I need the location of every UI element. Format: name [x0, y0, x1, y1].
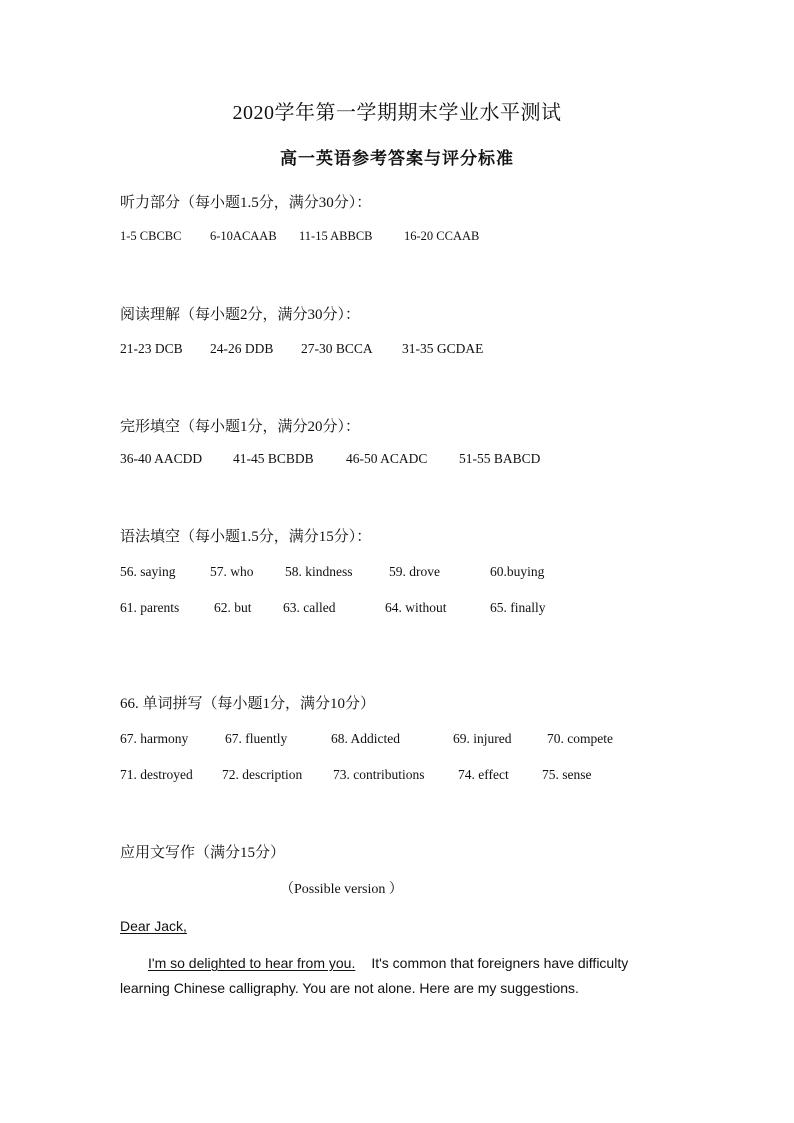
spelling-answer: 67. fluently — [225, 731, 288, 746]
letter-opening-sentence: I'm so delighted to hear from you. — [148, 955, 356, 971]
spelling-answer: 72. description — [222, 767, 303, 782]
listening-answer: 1-5 CBCBC — [120, 229, 182, 243]
grammar-answer: 58. kindness — [285, 564, 353, 579]
grammar-answer: 65. finally — [490, 600, 546, 615]
grammar-answer: 57. who — [210, 564, 254, 579]
cloze-heading: 完形填空（每小题1分，满分20分）： — [120, 419, 361, 435]
spelling-answer: 71. destroyed — [120, 767, 193, 782]
grammar-answer: 61. parents — [120, 600, 180, 615]
listening-answer: 11-15 ABBCB — [299, 229, 373, 243]
grammar-answer: 64. without — [385, 600, 447, 615]
cloze-answer: 41-45 BCBDB — [233, 451, 314, 466]
grammar-answer: 60.buying — [490, 564, 545, 579]
spelling-answer: 70. compete — [547, 731, 613, 746]
listening-answer: 16-20 CCAAB — [404, 229, 480, 243]
grammar-answer: 59. drove — [389, 564, 440, 579]
cloze-answer: 51-55 BABCD — [459, 451, 541, 466]
writing-heading: 应用文写作（满分15分） — [120, 845, 286, 861]
spelling-answer: 67. harmony — [120, 731, 189, 746]
grammar-answer: 56. saying — [120, 564, 176, 579]
listening-answer: 6-10ACAAB — [210, 229, 277, 243]
listening-heading: 听力部分（每小题1.5分，满分30分）： — [120, 195, 372, 211]
spelling-answer: 68. Addicted — [331, 731, 400, 746]
reading-answer: 31-35 GCDAE — [402, 341, 484, 356]
grammar-heading: 语法填空（每小题1.5分，满分15分）： — [120, 529, 372, 545]
letter-line-2: learning Chinese calligraphy. You are not alone. Here are my suggestions. — [120, 980, 579, 996]
spelling-answer: 69. injured — [453, 731, 512, 746]
reading-answer: 24-26 DDB — [210, 341, 274, 356]
spelling-answer: 75. sense — [542, 767, 592, 782]
letter-line-1 — [120, 955, 628, 971]
spelling-answer: 73. contributions — [333, 767, 425, 782]
reading-heading: 阅读理解（每小题2分，满分30分）： — [120, 307, 361, 323]
reading-answer: 27-30 BCCA — [301, 341, 373, 356]
reading-answer: 21-23 DCB — [120, 341, 183, 356]
spelling-heading: 66. 单词拼写（每小题1分，满分10分） — [120, 696, 376, 712]
cloze-answer: 46-50 ACADC — [346, 451, 428, 466]
page-title: 2020学年第一学期期末学业水平测试 — [232, 102, 562, 124]
letter-salutation: Dear Jack, — [120, 918, 187, 934]
page-subtitle: 高一英语参考答案与评分标准 — [280, 149, 514, 168]
letter-line-1-rest: It's common that foreigners have difficulty — [371, 955, 629, 971]
grammar-answer: 63. called — [283, 600, 336, 615]
cloze-answer: 36-40 AACDD — [120, 451, 203, 466]
possible-version-label: （Possible version ） — [280, 882, 403, 897]
spelling-answer: 74. effect — [458, 767, 509, 782]
grammar-answer: 62. but — [214, 600, 252, 615]
